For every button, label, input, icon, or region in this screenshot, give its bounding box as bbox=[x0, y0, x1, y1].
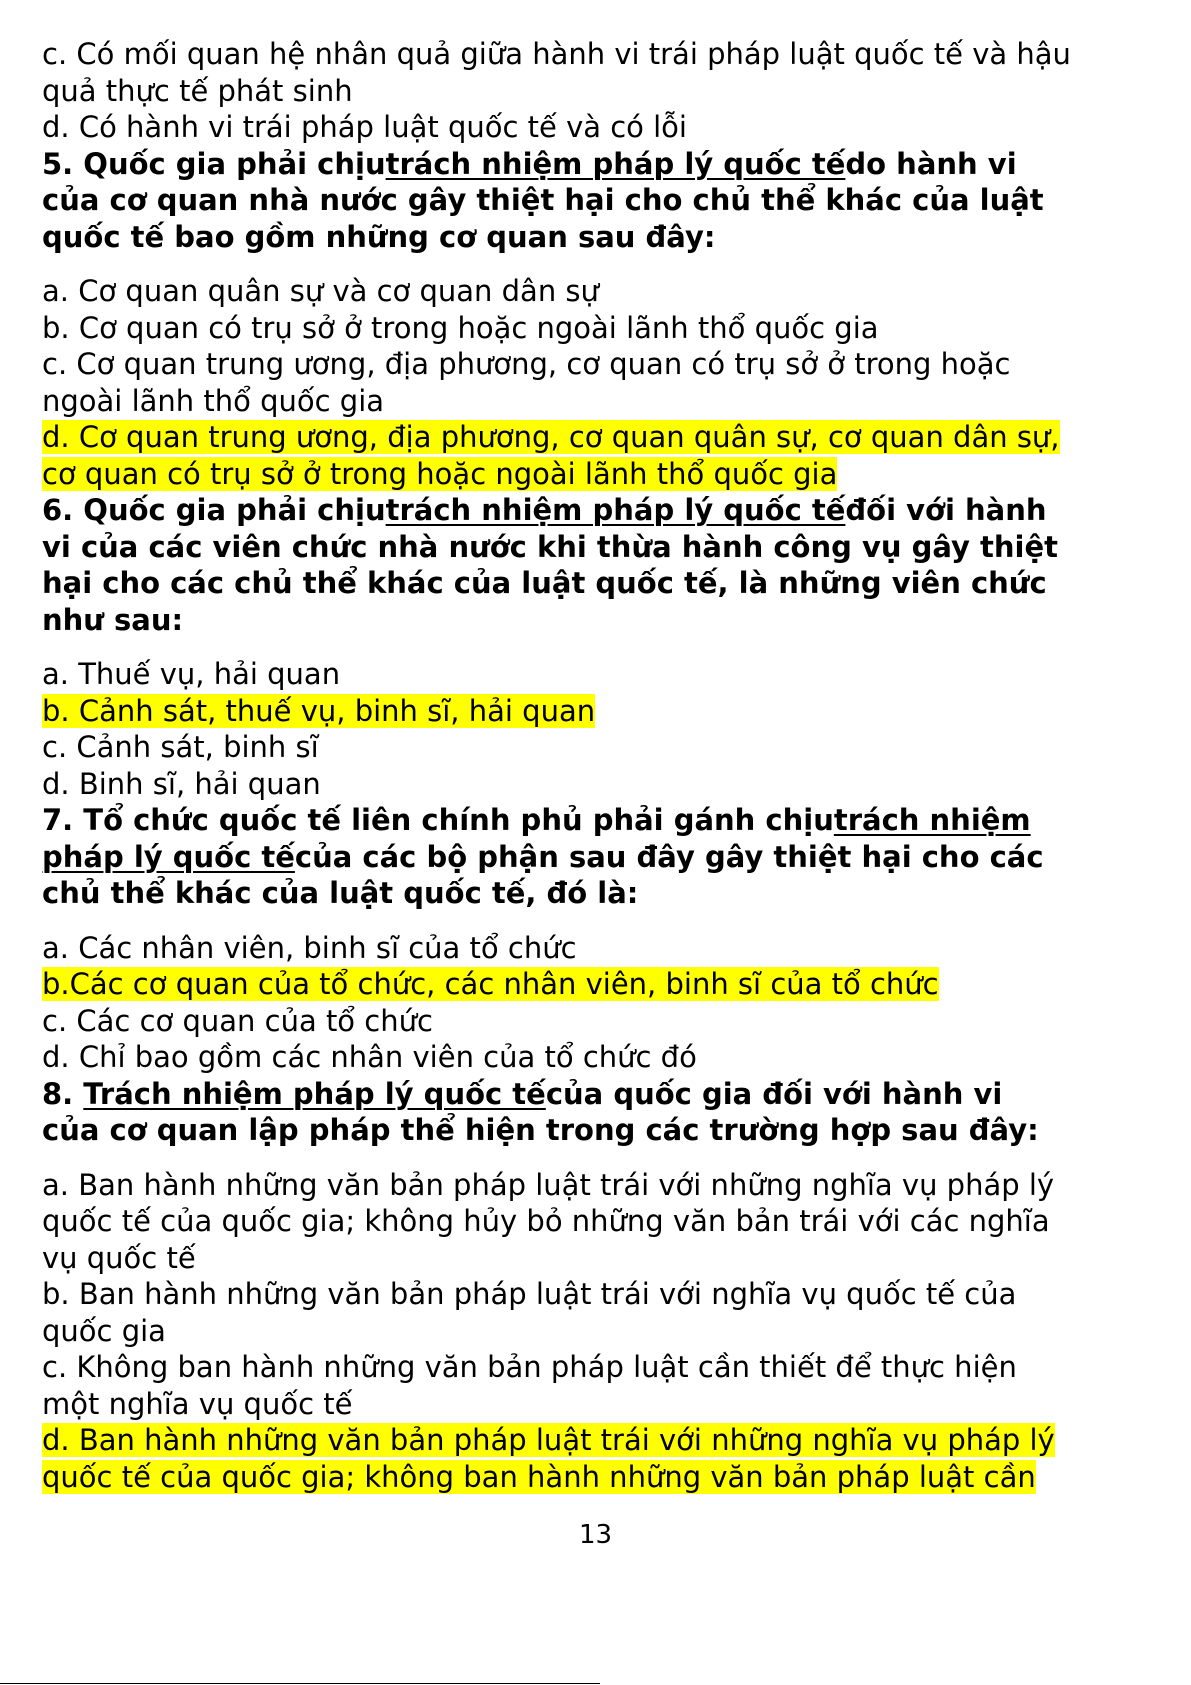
q6-answer-highlight: b. Cảnh sát, thuế vụ, binh sĩ, hải quan bbox=[42, 693, 596, 728]
q8-option-c-line2: một nghĩa vụ quốc tế bbox=[42, 1386, 353, 1421]
q5-title-prefix: 5. Quốc gia phải chịu bbox=[42, 146, 386, 181]
q5-title-suffix: do hành vi bbox=[845, 146, 1017, 181]
document-page bbox=[42, 36, 1157, 1495]
q6-title-term: trách nhiệm pháp lý quốc tế bbox=[385, 493, 846, 527]
q8-title-term: Trách nhiệm pháp lý quốc tế bbox=[83, 1076, 546, 1111]
q8-title-line2: của cơ quan lập pháp thể hiện trong các trường hợp sau đây: bbox=[42, 1113, 1039, 1147]
q8-option-c-line1: c. Không ban hành những văn bản pháp luật cần thiết để thực hiện bbox=[42, 1350, 1017, 1384]
q6-option-d: d. Binh sĩ, hải quan bbox=[42, 766, 321, 801]
q5-option-d-answer-line1 bbox=[42, 419, 1157, 456]
q4-option-c-line2: quả thực tế phát sinh bbox=[42, 73, 353, 108]
q8-option-d-answer-line1 bbox=[42, 1422, 1157, 1459]
q5-title-term: trách nhiệm pháp lý quốc tế bbox=[385, 146, 846, 181]
q6-title-line3: hại cho các chủ thể khác của luật quốc tế, là những viên chức bbox=[42, 566, 1047, 600]
q8-title-prefix: 8. bbox=[42, 1076, 84, 1111]
q7-title-term-part1: trách nhiệm bbox=[833, 803, 1031, 837]
q8-option-a-line1: a. Ban hành những văn bản pháp luật trái với những nghĩa vụ pháp lý bbox=[42, 1167, 1055, 1202]
q5-answer-highlight-1: d. Cơ quan trung ương, địa phương, cơ quan quân sự, cơ quan dân sự, bbox=[42, 420, 1060, 454]
q8-answer-highlight-1: d. Ban hành những văn bản pháp luật trái với những nghĩa vụ pháp lý bbox=[42, 1423, 1055, 1457]
q8-option-b-line2: quốc gia bbox=[42, 1313, 166, 1348]
q8-option-a-line2: quốc tế của quốc gia; không hủy bỏ những văn bản trái với các nghĩa bbox=[42, 1204, 1050, 1238]
q7-title-line1 bbox=[42, 802, 1157, 839]
q7-title-line3: chủ thể khác của luật quốc tế, đó là: bbox=[42, 876, 639, 910]
q6-option-b-answer bbox=[42, 693, 1157, 730]
q7-option-c: c. Các cơ quan của tổ chức bbox=[42, 1003, 433, 1038]
q4-option-c-line1: c. Có mối quan hệ nhân quả giữa hành vi trái pháp luật quốc tế và hậu bbox=[42, 37, 1071, 71]
q8-title-suffix: của quốc gia đối với hành vi bbox=[545, 1076, 1003, 1111]
q5-title-line3: quốc tế bao gồm những cơ quan sau đây: bbox=[42, 219, 716, 254]
q6-title-line2: vi của các viên chức nhà nước khi thừa hành công vụ gây thiệt bbox=[42, 529, 1059, 564]
q5-answer-highlight-2: cơ quan có trụ sở ở trong hoặc ngoài lãnh thổ quốc gia bbox=[42, 456, 838, 491]
q8-option-d-answer-line2 bbox=[42, 1459, 1157, 1496]
q5-option-a: a. Cơ quan quân sự và cơ quan dân sự bbox=[42, 274, 599, 308]
q7-title-prefix: 7. Tổ chức quốc tế liên chính phủ phải gánh chịu bbox=[42, 803, 834, 837]
q6-title-line1 bbox=[42, 492, 1157, 529]
q5-title-line1 bbox=[42, 146, 1157, 183]
q5-option-b: b. Cơ quan có trụ sở ở trong hoặc ngoài lãnh thổ quốc gia bbox=[42, 310, 879, 345]
q7-option-d: d. Chỉ bao gồm các nhân viên của tổ chức đó bbox=[42, 1040, 697, 1074]
q6-title-prefix: 6. Quốc gia phải chịu bbox=[42, 493, 386, 527]
q7-title-term-part2: pháp lý quốc tế bbox=[42, 839, 295, 874]
q5-title-line2: của cơ quan nhà nước gây thiệt hại cho chủ thể khác của luật bbox=[42, 183, 1044, 217]
q8-option-a-line3: vụ quốc tế bbox=[42, 1240, 196, 1275]
q7-option-a: a. Các nhân viên, binh sĩ của tổ chức bbox=[42, 930, 577, 965]
q7-title-line2 bbox=[42, 839, 1157, 876]
q5-option-d-answer-line2 bbox=[42, 456, 1157, 493]
q7-title-suffix: của các bộ phận sau đây gây thiệt hại cho các bbox=[294, 839, 1044, 874]
q5-option-c-line1: c. Cơ quan trung ương, địa phương, cơ quan có trụ sở ở trong hoặc bbox=[42, 347, 1011, 381]
q6-option-c: c. Cảnh sát, binh sĩ bbox=[42, 730, 319, 764]
q7-option-b-answer bbox=[42, 966, 1157, 1003]
q5-option-c-line2: ngoài lãnh thổ quốc gia bbox=[42, 383, 385, 418]
q7-answer-highlight: b.Các cơ quan của tổ chức, các nhân viên, binh sĩ của tổ chức bbox=[42, 967, 939, 1001]
q8-option-b-line1: b. Ban hành những văn bản pháp luật trái với nghĩa vụ quốc tế của bbox=[42, 1277, 1017, 1311]
q8-title-line1 bbox=[42, 1076, 1157, 1113]
q6-title-line4: như sau: bbox=[42, 602, 184, 637]
page-number: 13 bbox=[578, 1520, 613, 1550]
q6-title-suffix: đối với hành bbox=[845, 493, 1047, 527]
footer-divider bbox=[0, 1683, 600, 1684]
q8-answer-highlight-2: quốc tế của quốc gia; không ban hành những văn bản pháp luật cần bbox=[42, 1459, 1036, 1494]
q6-option-a: a. Thuế vụ, hải quan bbox=[42, 657, 341, 691]
q4-option-d: d. Có hành vi trái pháp luật quốc tế và có lỗi bbox=[42, 110, 687, 144]
